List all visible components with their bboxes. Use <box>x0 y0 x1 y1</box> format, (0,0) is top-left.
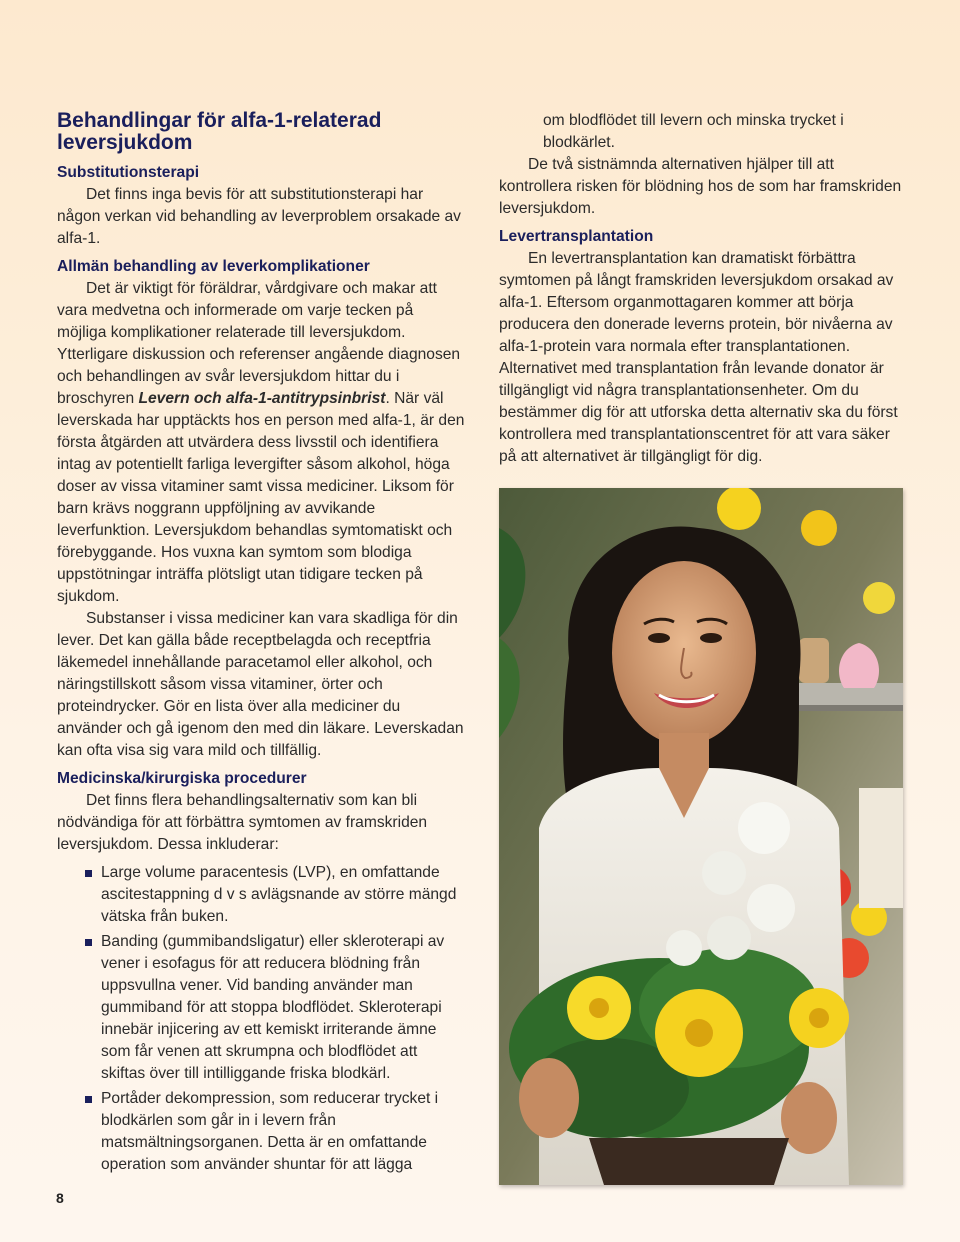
square-bullet-icon <box>85 939 92 946</box>
general-treatment-heading: Allmän behandling av leverkomplikationer <box>57 258 370 275</box>
square-bullet-icon <box>85 1096 92 1103</box>
transplant-heading: Levertransplantation <box>499 228 654 245</box>
general-treatment-paragraph <box>57 278 465 608</box>
substitution-heading: Substitutionsterapi <box>57 164 200 181</box>
page-number: 8 <box>56 1190 64 1206</box>
list-item <box>57 931 465 1085</box>
procedures-list <box>57 862 465 1176</box>
list-item-text: Banding (gummibandsligatur) eller skleroterapi av vener i esofagus för att reducera blödning från uppsvullna vener. Vid banding använder man gummiband för att stoppa blodflödet. Skleroterapi innebär injicering av ett kemiskt irriterande ämne som får venen att skrumpna och blodflödet att skiftas över till intilliggande friska blodkärl. <box>101 933 445 1082</box>
procedures-heading: Medicinska/kirurgiska procedurer <box>57 770 307 787</box>
right-column <box>499 110 909 468</box>
woman-with-flowers-photo <box>499 488 903 1185</box>
transplant-text: En levertransplantation kan dramatiskt förbättra symtomen på långt framskriden leversjukdom orsakad av alfa-1. Eftersom organmottagaren kommer att börja producera den donerade leverns protein, bör nivåerna av alfa-1-protein vara normala efter transplantationen. Alternativet med transplantation från levande donator är tillgängligt vid några transplantationsenheter. Om du bestämmer dig för att utforska detta alternativ ska du först kontrollera med transplantationscentret för att vara säker på att alternativet är tillgängligt för dig. <box>499 250 898 465</box>
procedures-intro: Det finns flera behandlingsalternativ som kan bli nödvändiga för att förbättra symtomen av framskriden leversjukdom. Dessa inkluderar: <box>57 792 428 853</box>
left-column <box>57 110 465 1179</box>
page-title: Behandlingar för alfa-1-relaterad leversjukdom <box>57 109 382 154</box>
bullet-continuation: om blodflödet till levern och minska trycket i blodkärlet. <box>543 112 844 151</box>
general-treatment-text-end: . När väl leverskada har upptäckts hos en person med alfa-1, är den första åtgärden att utvärdera dess livsstil och identifiera intag av potentiellt farliga levergifter såsom alkohol, höga doser av vissa vitaminer samt vissa mediciner. Liksom för barn krävs noggrann uppföljning av avvikande leverfunktion. Leversjukdom behandlas symtomatiskt och förebyggande. Hos vuxna kan symtom som blodiga uppstötningar inträffa plötsligt utan tidigare tecken på sjukdom. <box>57 390 465 605</box>
brochure-title-reference: Levern och alfa-1-antitrypsinbrist <box>138 390 386 407</box>
photo-illustration <box>499 488 903 1185</box>
list-item-text: Large volume paracentesis (LVP), en omfattande ascitestappning d v s avlägsnande av större mängd vätska från buken. <box>101 864 457 925</box>
list-item <box>57 1088 465 1176</box>
square-bullet-icon <box>85 870 92 877</box>
general-treatment-text-start: Det är viktigt för föräldrar, vårdgivare och makar att vara medvetna och informerade om varje tecken på möjliga komplikationer relaterade till leversjukdom. Ytterligare diskussion och referenser angående diagnosen och behandlingen av svår leversjukdom hittar du i broschyren <box>57 280 461 407</box>
substances-paragraph: Substanser i vissa mediciner kan vara skadliga för din lever. Det kan gälla både receptbelagda och receptfria läkemedel innehållande paracetamol eller alkohol, och näringstillskott såsom vissa vitaminer, örter och proteindrycker. Gör en lista över alla mediciner du använder och gå igenom den med din läkare. Leverskadan kan ofta visa sig vara mild och tillfällig. <box>57 610 464 759</box>
substitution-text: Det finns inga bevis för att substitutionsterapi har någon verkan vid behandling av leverproblem orsakade av alfa-1. <box>57 186 461 247</box>
list-item <box>57 862 465 928</box>
bleeding-risk-paragraph: De två sistnämnda alternativen hjälper till att kontrollera risken för blödning hos de som har framskriden leversjukdom. <box>499 156 902 217</box>
list-item-text: Portåder dekompression, som reducerar trycket i blodkärlen som går in i levern från matsmältningsorganen. Detta är en omfattande operation som använder shuntar för att lägga <box>101 1090 439 1173</box>
